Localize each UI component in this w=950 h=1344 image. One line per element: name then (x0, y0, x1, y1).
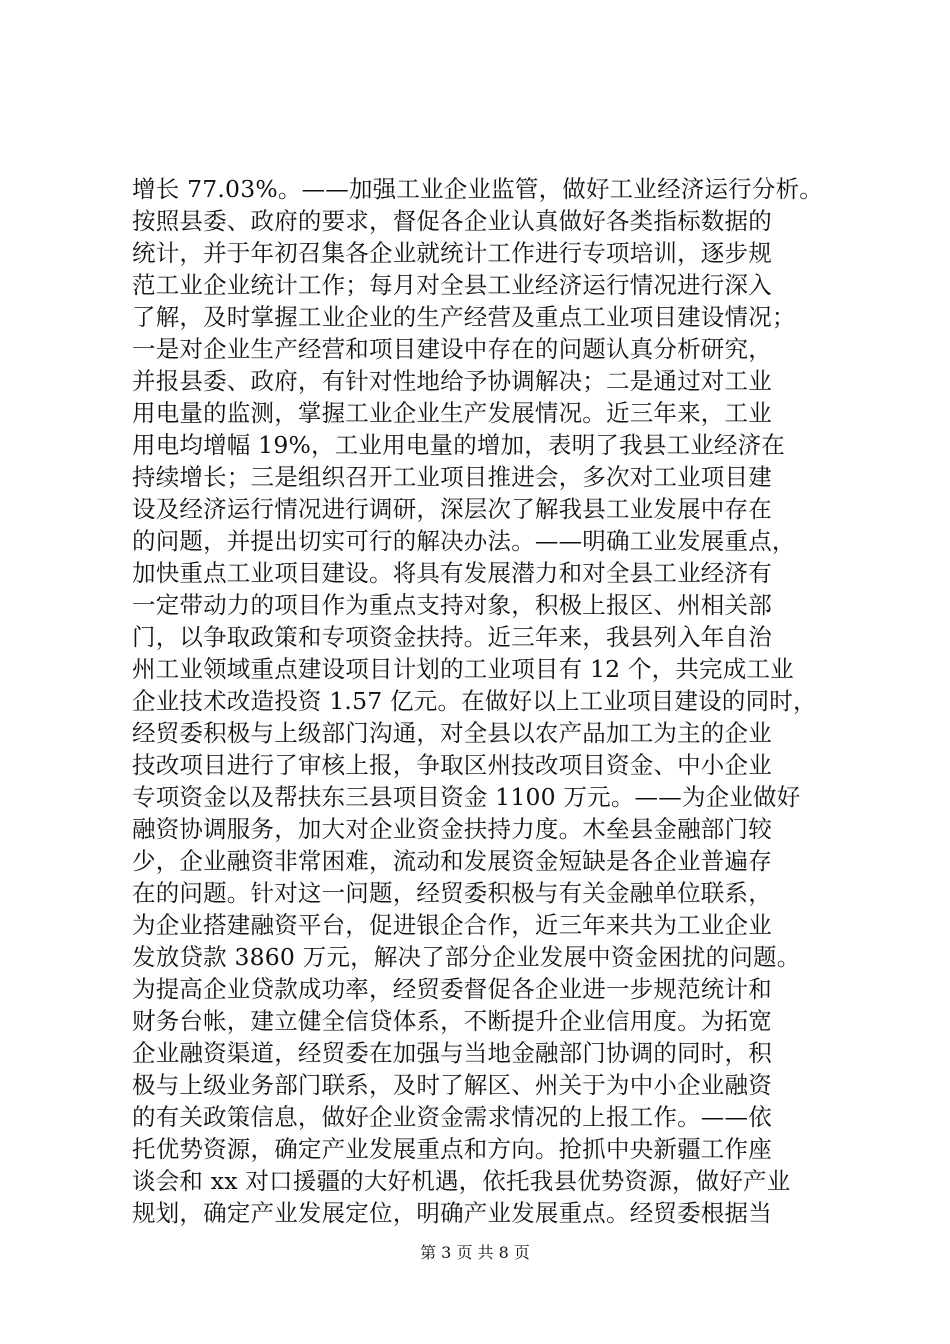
text-line: 技改项目进行了审核上报，争取区州技改项目资金、中小企业 (132, 751, 772, 779)
text-line: 统计，并于年初召集各企业就统计工作进行专项培训，逐步规 (132, 239, 772, 267)
text-line: 融资协调服务，加大对企业资金扶持力度。木垒县金融部门较 (132, 815, 772, 843)
page-footer: 第 3 页 共 8 页 (420, 1243, 530, 1262)
body-text (132, 173, 832, 1229)
text-line: 极与上级业务部门联系，及时了解区、州关于为中小企业融资 (132, 1071, 772, 1099)
text-line: 在的问题。针对这一问题，经贸委积极与有关金融单位联系， (132, 879, 772, 907)
text-line: 并报县委、政府，有针对性地给予协调解决；二是通过对工业 (132, 367, 772, 395)
text-line: 谈会和 xx 对口援疆的大好机遇，依托我县优势资源，做好产业 (132, 1167, 791, 1195)
text-line: 规划，确定产业发展定位，明确产业发展重点。经贸委根据当 (132, 1199, 772, 1227)
text-line: 经贸委积极与上级部门沟通，对全县以农产品加工为主的企业 (132, 719, 772, 747)
text-line: 增长 77.03%。——加强工业企业监管，做好工业经济运行分析。 (132, 175, 823, 203)
text-line: 为提高企业贷款成功率，经贸委督促各企业进一步规范统计和 (132, 975, 772, 1003)
text-line: 的问题，并提出切实可行的解决办法。——明确工业发展重点， (132, 527, 796, 555)
text-line: 范工业企业统计工作；每月对全县工业经济运行情况进行深入 (132, 271, 772, 299)
text-line: 企业融资渠道，经贸委在加强与当地金融部门协调的同时，积 (132, 1039, 772, 1067)
text-line: 的有关政策信息，做好企业资金需求情况的上报工作。——依 (132, 1103, 772, 1131)
text-line: 企业技术改造投资 1.57 亿元。在做好以上工业项目建设的同时， (132, 687, 817, 715)
text-line: 专项资金以及帮扶东三县项目资金 1100 万元。——为企业做好 (132, 783, 801, 811)
text-line: 用电均增幅 19%，工业用电量的增加，表明了我县工业经济在 (132, 431, 786, 459)
text-line: 设及经济运行情况进行调研，深层次了解我县工业发展中存在 (132, 495, 772, 523)
text-line: 托优势资源，确定产业发展重点和方向。抢抓中央新疆工作座 (132, 1135, 772, 1163)
text-line: 了解，及时掌握工业企业的生产经营及重点工业项目建设情况； (132, 303, 796, 331)
text-line: 持续增长；三是组织召开工业项目推进会，多次对工业项目建 (132, 463, 772, 491)
text-line: 为企业搭建融资平台，促进银企合作，近三年来共为工业企业 (132, 911, 772, 939)
text-line: 州工业领域重点建设项目计划的工业项目有 12 个，共完成工业 (132, 655, 794, 683)
text-line: 加快重点工业项目建设。将具有发展潜力和对全县工业经济有 (132, 559, 772, 587)
text-line: 门，以争取政策和专项资金扶持。近三年来，我县列入年自治 (132, 623, 772, 651)
text-line: 一定带动力的项目作为重点支持对象，积极上报区、州相关部 (132, 591, 772, 619)
text-line: 财务台帐，建立健全信贷体系，不断提升企业信用度。为拓宽 (132, 1007, 772, 1035)
text-line: 按照县委、政府的要求，督促各企业认真做好各类指标数据的 (132, 207, 772, 235)
text-line: 发放贷款 3860 万元，解决了部分企业发展中资金困扰的问题。 (132, 943, 801, 971)
text-line: 用电量的监测，掌握工业企业生产发展情况。近三年来，工业 (132, 399, 772, 427)
text-line: 少，企业融资非常困难，流动和发展资金短缺是各企业普遍存 (132, 847, 772, 875)
text-line: 一是对企业生产经营和项目建设中存在的问题认真分析研究， (132, 335, 772, 363)
